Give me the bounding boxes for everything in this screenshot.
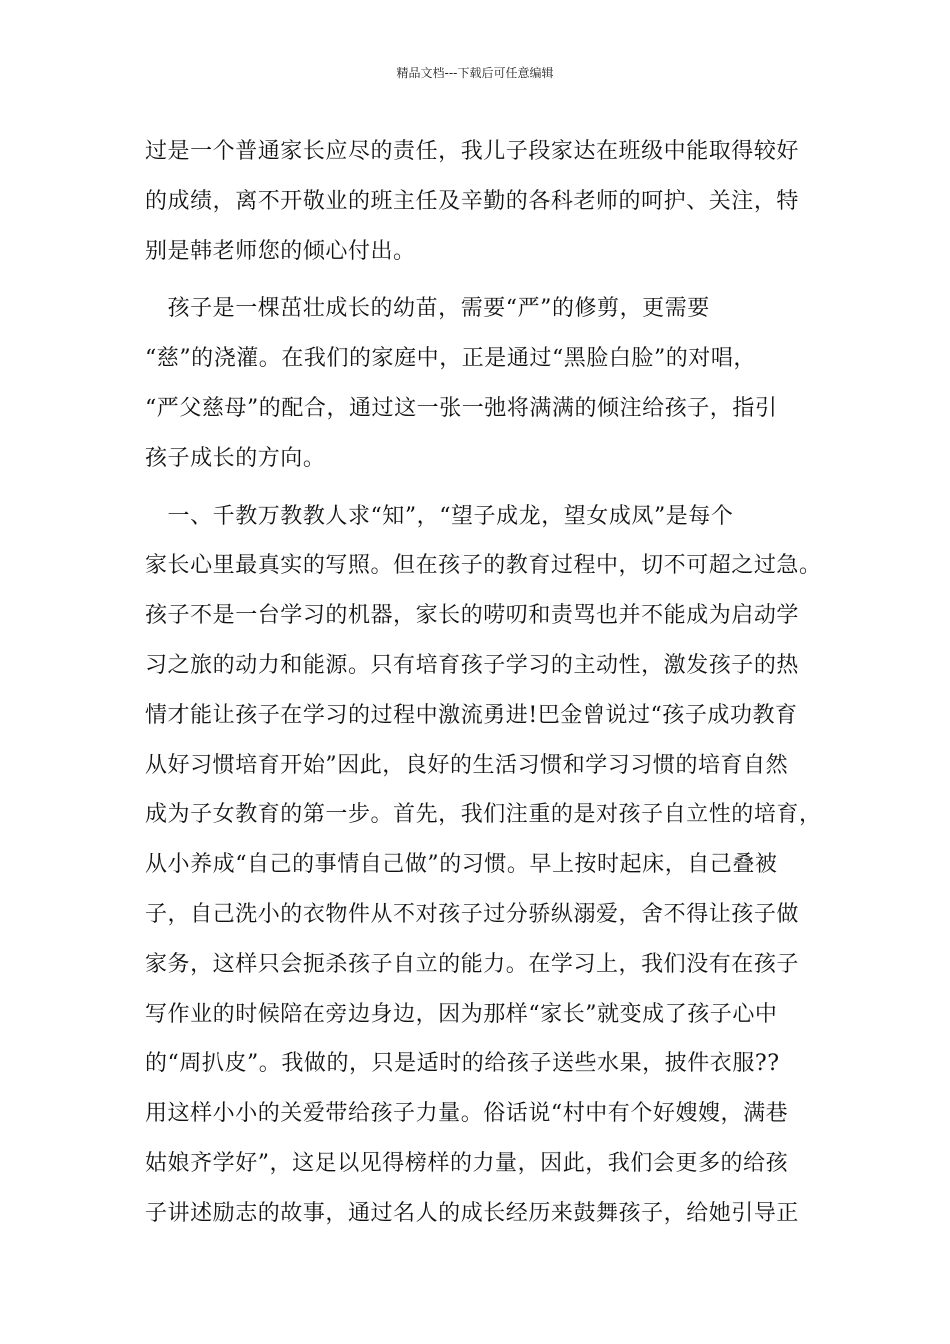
page-header: 精品文档---下载后可任意编辑 (396, 66, 554, 80)
text-line: 孩子是一棵茁壮成长的幼苗，需要“严”的修剪，更需要 (145, 296, 710, 322)
text-line: 别是韩老师您的倾心付出。 (145, 238, 416, 264)
text-line: 孩子成长的方向。 (145, 445, 326, 471)
text-line: “慈”的浇灌。在我们的家庭中，正是通过“黑脸白脸”的对唱， (145, 346, 756, 372)
text-line: 姑娘齐学好”，这足以见得榜样的力量，因此，我们会更多的给孩 (145, 1150, 789, 1176)
text-line: “严父慈母”的配合，通过这一张一弛将满满的倾注给孩子，指引 (145, 395, 778, 421)
text-line: 孩子不是一台学习的机器，家长的唠叨和责骂也并不能成为启动学 (145, 603, 799, 629)
paragraph (145, 127, 809, 276)
paragraph (145, 284, 809, 483)
paragraph-gap (145, 484, 809, 492)
text-line: 过是一个普通家长应尽的责任，我儿子段家达在班级中能取得较好 (145, 139, 799, 164)
text-line: 情才能让孩子在学习的过程中激流勇进!巴金曾说过“孩子成功教育 (145, 702, 798, 728)
text-line: 习之旅的动力和能源。只有培育孩子学习的主动性，激发孩子的热 (145, 652, 799, 678)
text-line: 从小养成“自己的事情自己做”的习惯。早上按时起床，自己叠被 (145, 852, 778, 878)
text-line: 家长心里最真实的写照。但在孩子的教育过程中，切不可超之过急。 (145, 553, 822, 579)
text-line: 写作业的时候陪在旁边身边，因为那样“家长”就变成了孩子心中 (145, 1001, 778, 1027)
paragraph-gap (145, 276, 809, 284)
text-line: 的“周扒皮”。我做的，只是适时的给孩子送些水果，披件衣服?? (145, 1051, 780, 1077)
document-body (145, 127, 822, 1239)
text-line: 用这样小小的关爱带给孩子力量。俗话说“村中有个好嫂嫂，满巷 (145, 1101, 789, 1127)
text-line: 子讲述励志的故事，通过名人的成长经历来鼓舞孩子，给她引导正 (145, 1200, 799, 1226)
text-line: 成为子女教育的第一步。首先，我们注重的是对孩子自立性的培育， (145, 802, 822, 828)
text-line: 从好习惯培育开始”因此，良好的生活习惯和学习习惯的培育自然 (145, 752, 789, 778)
paragraph (145, 492, 822, 1239)
text-line: 一、千教万教教人求“知”，“望子成龙，望女成凤”是每个 (145, 503, 734, 529)
text-line: 的成绩，离不开敬业的班主任及辛勤的各科老师的呵护、关注，特 (145, 188, 799, 214)
text-line: 家务，这样只会扼杀孩子自立的能力。在学习上，我们没有在孩子 (145, 951, 799, 977)
text-line: 子，自己洗小的衣物件从不对孩子过分骄纵溺爱，舍不得让孩子做 (145, 901, 799, 927)
